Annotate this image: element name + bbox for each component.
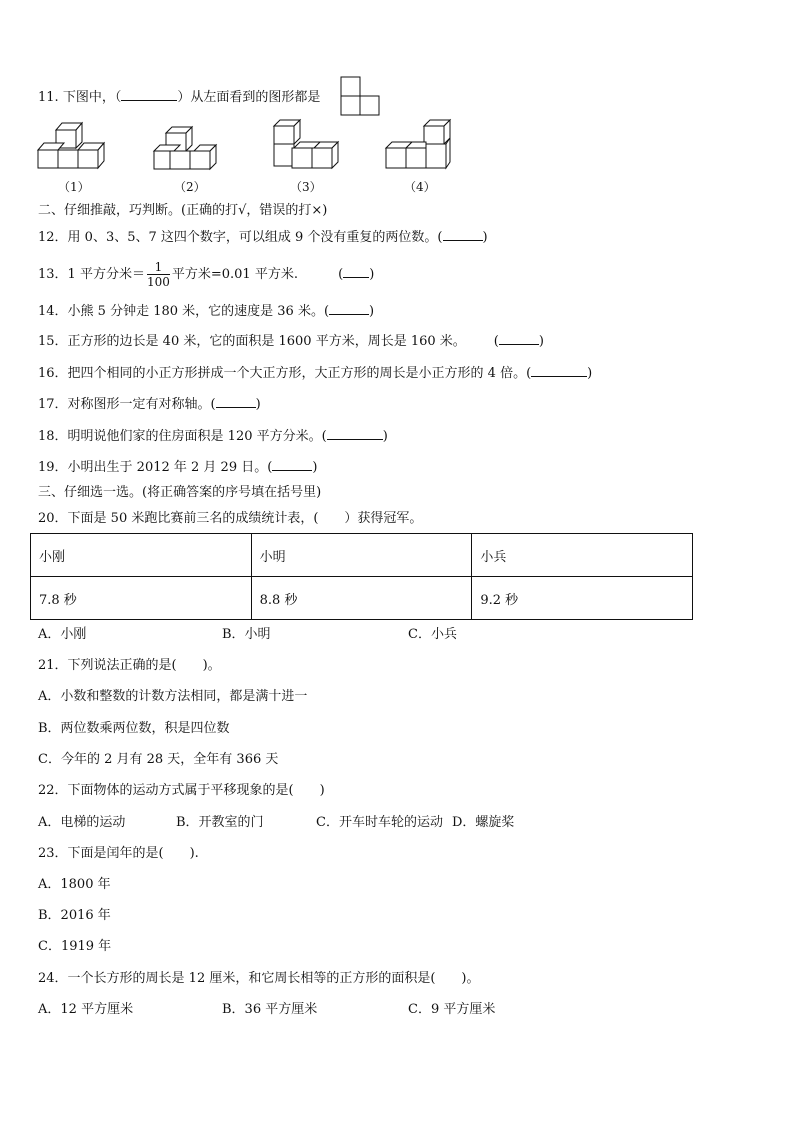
question-text: 平方米=0.01 平方米. [171, 267, 298, 282]
section-2-heading: 二、仔细推敲，巧判断。(正确的打√，错误的打×) [38, 203, 328, 218]
question-17 [38, 395, 261, 414]
q20-option-b[interactable]: B．小明 [222, 627, 271, 642]
question-19 [38, 458, 317, 477]
q22-option-a[interactable]: A．电梯的运动 [38, 815, 126, 830]
question-number: 11. [38, 90, 59, 105]
q20-option-a[interactable]: A．小刚 [38, 627, 87, 642]
left-view-reference-figure [340, 76, 380, 116]
question-text: 12．用 0、3、5、7 这四个数字，可以组成 9 个没有重复的两位数。( [38, 230, 443, 245]
question-text: ）从左面看到的图形都是 [177, 90, 321, 105]
table-cell: 8.8 秒 [251, 577, 472, 620]
fraction-denominator: 100 [146, 275, 170, 289]
figure-label-3: （3） [290, 180, 322, 194]
figure-label-2: （2） [174, 180, 206, 194]
fraction [147, 260, 170, 289]
cube-figure-3 [272, 118, 342, 170]
question-22: 22．下面物体的运动方式属于平移现象的是( ) [38, 783, 325, 798]
answer-blank[interactable] [272, 458, 312, 471]
table-cell: 9.2 秒 [472, 577, 693, 620]
results-table [30, 533, 693, 620]
question-text: 16．把四个相同的小正方形拼成一个大正方形，大正方形的周长是小正方形的 4 倍。( [38, 366, 532, 381]
question-21: 21．下列说法正确的是( )。 [38, 658, 221, 673]
question-text: ) [382, 429, 388, 444]
question-text: ) [255, 397, 261, 412]
q22-option-c[interactable]: C．开车时车轮的运动 [316, 815, 443, 830]
question-text: ) [312, 460, 318, 475]
cube-figure-2 [152, 125, 222, 171]
figure-label-1: （1） [58, 180, 90, 194]
answer-blank[interactable] [329, 302, 369, 315]
q24-option-a[interactable]: A．12 平方厘米 [38, 1002, 134, 1017]
answer-blank[interactable] [531, 364, 587, 377]
answer-blank[interactable] [443, 228, 483, 241]
question-text: ) [482, 230, 488, 245]
question-24: 24．一个长方形的周长是 12 厘米，和它周长相等的正方形的面积是( )。 [38, 971, 480, 986]
cube-figure-4 [384, 118, 456, 170]
answer-blank[interactable] [499, 332, 539, 345]
answer-blank[interactable] [216, 395, 256, 408]
table-row [31, 534, 693, 577]
question-18 [38, 427, 388, 446]
question-text: 14．小熊 5 分钟走 180 米，它的速度是 36 米。( [38, 304, 330, 319]
question-text: 13．1 平方分米＝ [38, 267, 145, 282]
table-cell: 小刚 [31, 534, 252, 577]
q22-option-d[interactable]: D．螺旋桨 [452, 815, 515, 830]
q22-option-b[interactable]: B．开教室的门 [176, 815, 264, 830]
question-text: 19．小明出生于 2012 年 2 月 29 日。( [38, 460, 273, 475]
question-text: ( [493, 334, 499, 349]
question-text: ( [338, 267, 344, 282]
question-text: ) [369, 304, 375, 319]
question-15 [38, 332, 544, 351]
answer-blank[interactable] [327, 427, 383, 440]
table-cell: 小兵 [472, 534, 693, 577]
question-text: 下图中，（ [62, 90, 122, 105]
question-text: 17．对称图形一定有对称轴。( [38, 397, 216, 412]
figure-label-4: （4） [404, 180, 436, 194]
section-3-heading: 三、仔细选一选。(将正确答案的序号填在括号里) [38, 485, 322, 500]
question-23: 23．下面是闰年的是( ). [38, 846, 199, 861]
question-text: 18．明明说他们家的住房面积是 120 平方分米。( [38, 429, 327, 444]
answer-blank[interactable] [121, 88, 177, 101]
q23-option-b[interactable]: B．2016 年 [38, 908, 111, 923]
cube-figure-1 [36, 120, 106, 170]
q24-option-c[interactable]: C．9 平方厘米 [408, 1002, 496, 1017]
q23-option-a[interactable]: A．1800 年 [38, 877, 111, 892]
question-text: ) [587, 366, 593, 381]
question-14 [38, 302, 374, 321]
question-text: ) [369, 267, 375, 282]
question-text: ) [538, 334, 544, 349]
table-row [31, 577, 693, 620]
table-cell: 小明 [251, 534, 472, 577]
fraction-numerator: 1 [147, 260, 170, 275]
question-16 [38, 364, 592, 383]
answer-blank[interactable] [343, 265, 369, 278]
question-20: 20．下面是 50 米跑比赛前三名的成绩统计表，( ）获得冠军。 [38, 511, 423, 526]
question-12 [38, 228, 488, 247]
q23-option-c[interactable]: C．1919 年 [38, 939, 112, 954]
q21-option-b[interactable]: B．两位数乘两位数，积是四位数 [38, 721, 230, 736]
question-text: 15．正方形的边长是 40 米，它的面积是 1600 平方米，周长是 160 米。 [38, 334, 466, 349]
question-11 [38, 88, 371, 107]
question-13 [38, 260, 374, 290]
q21-option-a[interactable]: A．小数和整数的计数方法相同，都是满十进一 [38, 689, 308, 704]
q21-option-c[interactable]: C．今年的 2 月有 28 天，全年有 366 天 [38, 752, 279, 767]
q20-option-c[interactable]: C．小兵 [408, 627, 457, 642]
table-cell: 7.8 秒 [31, 577, 252, 620]
q24-option-b[interactable]: B．36 平方厘米 [222, 1002, 318, 1017]
